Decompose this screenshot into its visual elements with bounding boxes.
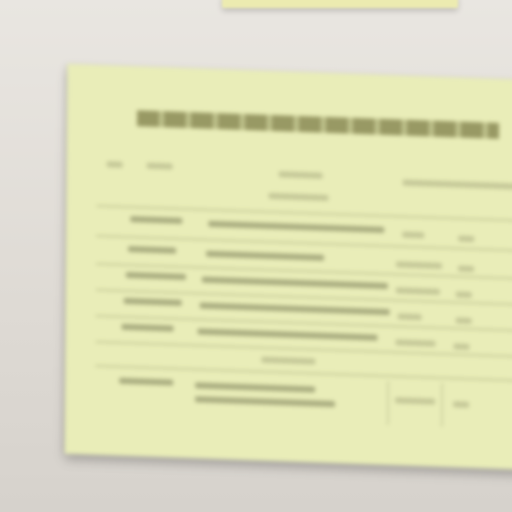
header-text (107, 161, 123, 168)
header-text (403, 180, 512, 190)
header-text (279, 171, 323, 179)
row-text (128, 246, 176, 254)
top-note-paper (222, 0, 458, 8)
table-rule (95, 341, 512, 358)
row-text (396, 287, 440, 295)
row-text (206, 251, 324, 261)
row-text (126, 272, 186, 280)
row-text (130, 216, 182, 224)
row-text (195, 396, 335, 407)
row-text (453, 401, 469, 408)
row-text (119, 378, 173, 386)
table-column-rule (441, 383, 443, 427)
row-text (396, 261, 442, 269)
row-text (198, 328, 378, 340)
row-text (395, 397, 435, 404)
row-text (456, 291, 472, 298)
row-text (122, 324, 174, 332)
row-text (402, 232, 424, 239)
header-text (147, 163, 173, 170)
row-text (453, 343, 469, 350)
section-text (261, 357, 315, 365)
header-text (268, 193, 328, 201)
row-text (456, 317, 472, 324)
posted-table-sheet (65, 64, 512, 470)
table-column-rule (387, 381, 389, 425)
row-text (195, 382, 315, 392)
row-text (124, 298, 182, 306)
row-text (202, 277, 388, 289)
row-text (458, 235, 474, 242)
row-text (458, 265, 474, 272)
row-text (398, 313, 422, 320)
row-text (395, 339, 435, 346)
row-text (208, 221, 384, 233)
row-text (200, 302, 390, 315)
sheet-title-blurred (137, 110, 499, 139)
